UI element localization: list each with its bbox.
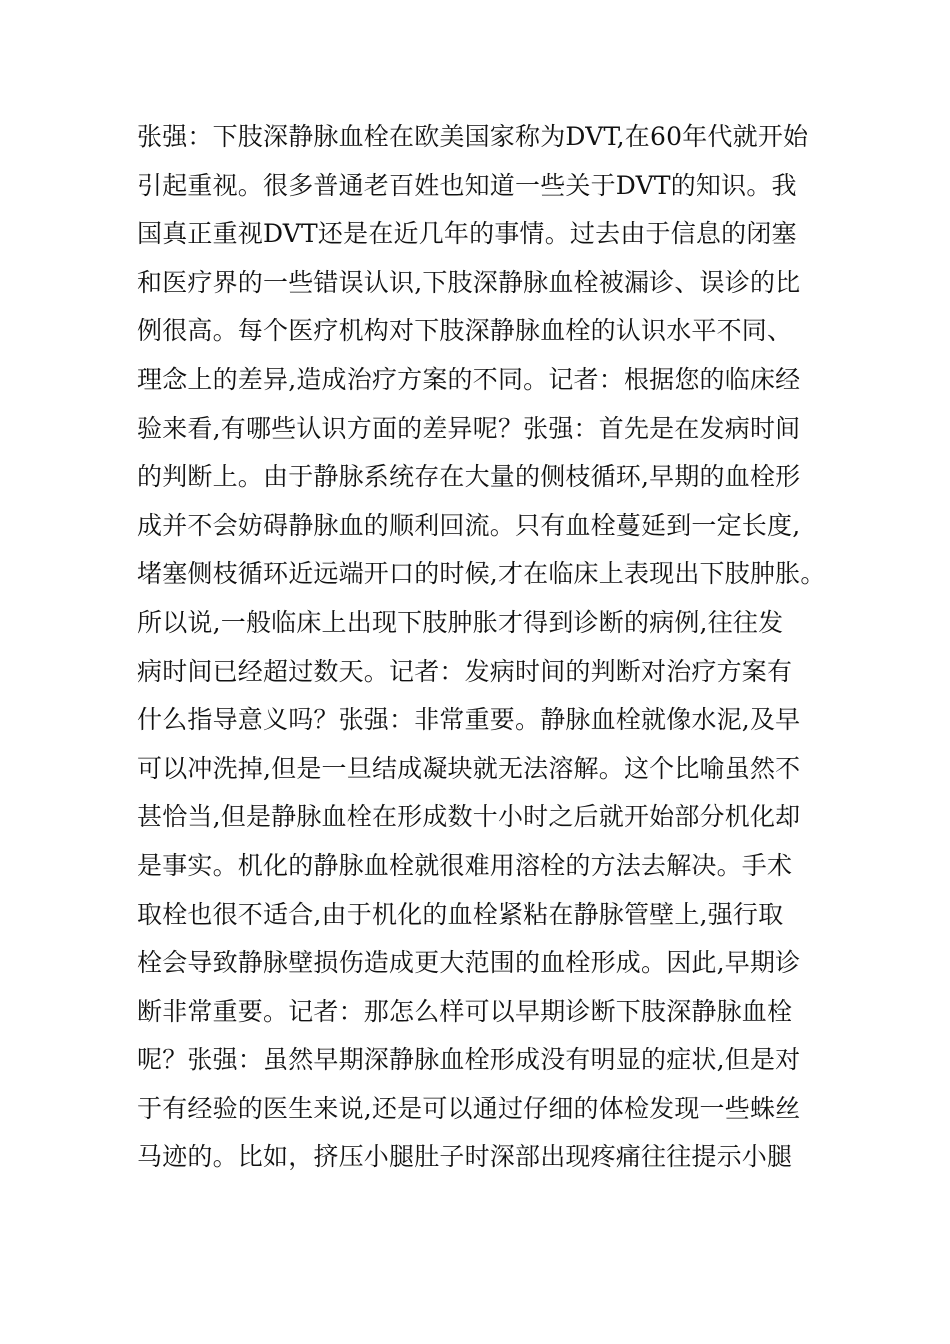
text-line: 是事实。机化的静脉血栓就很难用溶栓的方法去解决。手术: [137, 850, 793, 880]
text-line: 成并不会妨碍静脉血的顺利回流。只有血栓蔓延到一定长度,: [137, 510, 801, 540]
text-line: 呢？张强：虽然早期深静脉血栓形成没有明显的症状,但是对: [137, 1045, 801, 1075]
text-line: 取栓也很不适合,由于机化的血栓紧粘在静脉管壁上,强行取: [137, 899, 784, 929]
text-line: 验来看,有哪些认识方面的差异呢？张强：首先是在发病时间: [137, 413, 801, 443]
text-line: 例很高。每个医疗机构对下肢深静脉血栓的认识水平不同、: [137, 316, 793, 346]
body-text: [137, 113, 837, 1182]
text-line: 于有经验的医生来说,还是可以通过仔细的体检发现一些蛛丝: [137, 1093, 801, 1123]
text-line: 可以冲洗掉,但是一旦结成凝块就无法溶解。这个比喻虽然不: [137, 753, 801, 783]
text-line: 理念上的差异,造成治疗方案的不同。记者：根据您的临床经: [137, 364, 801, 394]
text-line: 和医疗界的一些错误认识,下肢深静脉血栓被漏诊、误诊的比: [137, 267, 801, 297]
text-line: 国真正重视DVT还是在近几年的事情。过去由于信息的闭塞: [137, 219, 797, 249]
text-line: 马迹的。比如，挤压小腿肚子时深部出现疼痛往往提示小腿: [137, 1142, 793, 1172]
text-line: 断非常重要。记者：那怎么样可以早期诊断下肢深静脉血栓: [137, 996, 793, 1026]
text-line: 所以说,一般临床上出现下肢肿胀才得到诊断的病例,往往发: [137, 607, 784, 637]
text-line: 栓会导致静脉壁损伤造成更大范围的血栓形成。因此,早期诊: [137, 948, 801, 978]
text-line: 堵塞侧枝循环近远端开口的时候,才在临床上表现出下肢肿胀。: [137, 559, 826, 589]
text-line: 张强：下肢深静脉血栓在欧美国家称为DVT,在60年代就开始: [137, 122, 809, 151]
text-line: 引起重视。很多普通老百姓也知道一些关于DVT的知识。我: [137, 170, 797, 200]
text-line: 病时间已经超过数天。记者：发病时间的判断对治疗方案有: [137, 656, 793, 686]
text-line: 甚恰当,但是静脉血栓在形成数十小时之后就开始部分机化却: [137, 802, 801, 832]
text-line: 什么指导意义吗？张强：非常重要。静脉血栓就像水泥,及早: [137, 705, 801, 735]
text-line: 的判断上。由于静脉系统存在大量的侧枝循环,早期的血栓形: [137, 462, 801, 492]
